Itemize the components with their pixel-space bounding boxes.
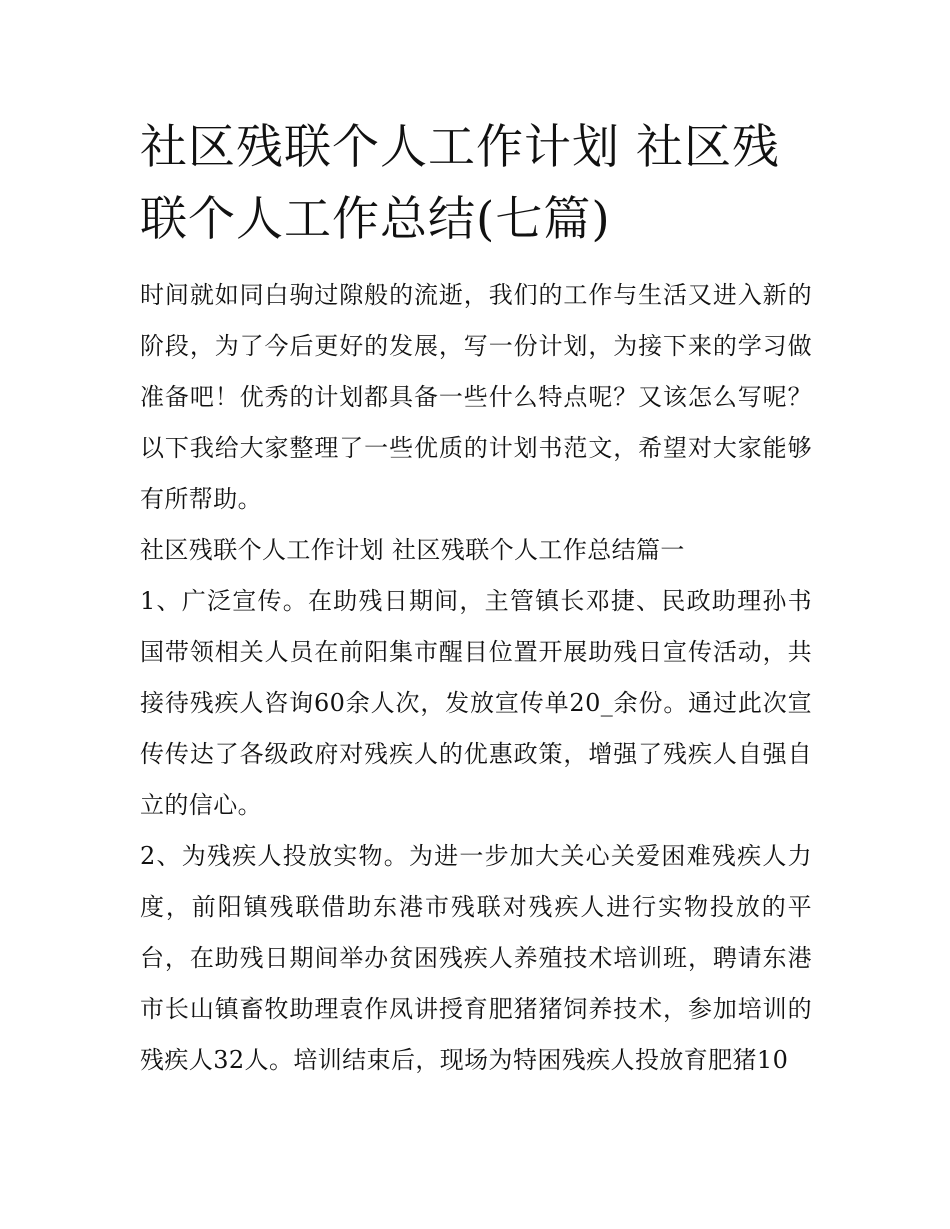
intro-paragraph: 时间就如同白驹过隙般的流逝，我们的工作与生活又进入新的阶段，为了今后更好的发展，写一份计划，为接下来的学习做准备吧！优秀的计划都具备一些什么特点呢？又该怎么写呢？以下我给大家整理了一些优质的计划书范文，希望对大家能够有所帮助。 <box>140 281 812 513</box>
section-heading: 社区残联个人工作计划 社区残联个人工作总结篇一 <box>140 536 685 564</box>
body-paragraph-1: 1、广泛宣传。在助残日期间，主管镇长邓捷、民政助理孙书国带领相关人员在前阳集市醒目位置开展助残日宣传活动，共接待残疾人咨询60余人次，发放宣传单20_余份。通过此次宣传传达了各级政府对残疾人的优惠政策，增强了残疾人自强自立的信心。 <box>140 587 812 819</box>
document-title: 社区残联个人工作计划 社区残联个人工作总结(七篇) <box>140 120 780 247</box>
document-page <box>140 112 812 1086</box>
body-paragraph-2: 2、为残疾人投放实物。为进一步加大关心关爱困难残疾人力度，前阳镇残联借助东港市残联对残疾人进行实物投放的平台，在助残日期间举办贫困残疾人养殖技术培训班，聘请东港市长山镇畜牧助理袁作凤讲授育肥猪猪饲养技术，参加培训的残疾人32人。培训结束后，现场为特困残疾人投放育肥猪10 <box>140 842 812 1074</box>
